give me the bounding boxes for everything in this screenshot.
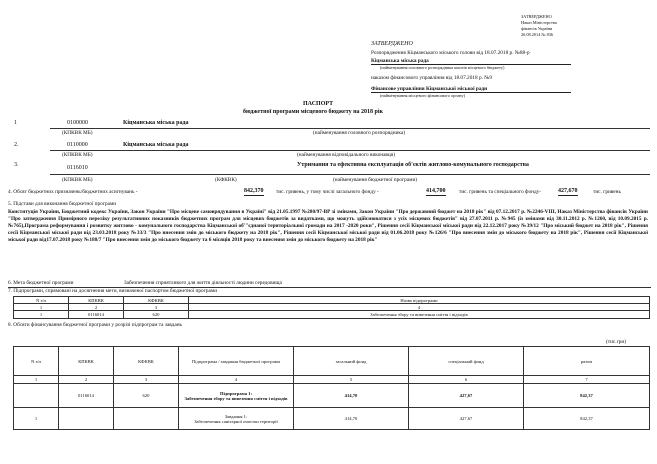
- table-row: [14, 384, 650, 408]
- stamp-title: ЗАТВЕРДЖЕНО: [521, 14, 552, 19]
- s8-h-task: Підпрограма / завдання бюджетної програми: [179, 347, 294, 376]
- s4-mid2: тис. гривень та спеціального фонду-: [459, 189, 542, 195]
- row3-num: 3.: [14, 162, 19, 168]
- s8-unit: (тис.грн): [606, 339, 627, 345]
- s7-n4: 4: [189, 304, 650, 311]
- s8-r2-desc: Забезпечення санітарної очистки території: [194, 418, 278, 424]
- row2-code: 0110000: [67, 142, 88, 148]
- s8-n6: 6: [409, 376, 524, 384]
- s4-suffix: тис. гривень: [593, 189, 621, 195]
- stamp-line3: 26.08.2014 № 836: [521, 32, 554, 37]
- s8-r1-total: 842,37: [524, 384, 650, 408]
- s8-n2: 2: [59, 376, 114, 384]
- s7-h-kpkvk: КПКВК: [69, 297, 124, 304]
- s4-prefix: 4. Обсяг бюджетних призначень/бюджетних асигнувань -: [8, 189, 138, 195]
- s8-h-num: N з/п: [14, 347, 59, 376]
- approved-title: ЗАТВЕРДЖЕНО: [371, 41, 413, 47]
- s5-title: 5. Підстави для виконання бюджетної програми: [8, 201, 117, 207]
- row1-code: 0100000: [67, 120, 88, 126]
- s8-r1-code: 0116014: [59, 384, 114, 408]
- s8-n5: 5: [294, 376, 409, 384]
- s8-r1-desc: Забезпечення збору та вивезення сміття і відходів: [184, 395, 288, 401]
- row3-code: 0116010: [67, 165, 88, 171]
- s8-n7: 7: [524, 376, 650, 384]
- row1-code-caption: (КПКВК МБ): [62, 130, 93, 136]
- row3-line: [50, 174, 650, 175]
- s8-r1-title: Підпрограма 1:: [220, 390, 252, 396]
- row2-name: Кіцманська міська рада: [123, 142, 189, 148]
- row2-name-caption: (найменування відповідального виконавця): [297, 152, 395, 158]
- row1-num: 1: [14, 120, 17, 126]
- s8-r2-num: 1: [14, 408, 59, 430]
- s8-r1-num: [14, 384, 59, 408]
- s8-num-row: [14, 376, 650, 384]
- table-row: [14, 311, 650, 318]
- s8-h-total: разом: [524, 347, 650, 376]
- row2-line: [50, 150, 650, 151]
- s8-label: 8. Обсяги фінансування бюджетної програми у розрізі підпрограм та завдань: [8, 322, 182, 328]
- s8-h-kfkvk: КФКВК: [114, 347, 179, 376]
- s6-value: Забезпечення сприятливого для життя діяльності людини середовища: [124, 280, 282, 286]
- s8-r2-total: 842,37: [524, 408, 650, 430]
- row2-code-caption: (КПКВК МБ): [62, 152, 93, 158]
- s8-h-general: загальний фонд: [294, 347, 409, 376]
- row3-kfkvk-caption: (КФКВК): [215, 177, 237, 183]
- s7-h-kfkvk: КФКВК: [124, 297, 189, 304]
- s7-r-name: Забезпечення збору та вивезення сміття і відходів: [189, 311, 650, 318]
- row3-name-caption: (найменування бюджетної програми): [333, 177, 418, 183]
- s8-r1-task: [179, 384, 294, 408]
- approved-council-caption: (найменування головного розпорядника коштів місцевого бюджету): [380, 65, 505, 70]
- approved-order-line: Розпорядження Кіцманського міського голови від 18.07.2018 р. №88-р: [371, 50, 530, 56]
- s8-n4: 4: [179, 376, 294, 384]
- s7-n1: 1: [14, 304, 69, 311]
- approved-order2: наказом фінансового управління від 18.07.2018 р. №9: [371, 75, 492, 81]
- approved-council: Кіцманська міська рада: [371, 58, 571, 65]
- s4-special: 427,670: [558, 188, 578, 194]
- row1-name: Кіцманська міська рада: [123, 120, 189, 126]
- table-row: [14, 408, 650, 430]
- row3-code-caption: (КПКВК МБ): [62, 177, 93, 183]
- page-subtitle: бюджетної програми місцевого бюджету на 2018 рік: [243, 109, 383, 115]
- s8-r1-kfkvk: 620: [114, 384, 179, 408]
- s4-general: 414,700: [426, 188, 446, 194]
- s8-n1: 1: [14, 376, 59, 384]
- s7-table: [13, 296, 650, 319]
- row1-line: [50, 128, 650, 129]
- stamp-line2: фінансів України: [521, 26, 553, 31]
- s7-n3: 3: [124, 304, 189, 311]
- s8-table: [13, 346, 650, 430]
- s8-r2-general: 414,70: [294, 408, 409, 430]
- s7-header-row: [14, 297, 650, 304]
- s7-h-num: N з/п: [14, 297, 69, 304]
- s7-num-row: [14, 304, 650, 311]
- s4-mid: тис. гривень, у тому числі загального фонду -: [276, 189, 379, 195]
- s8-h-kpkvk: КПКВК: [59, 347, 114, 376]
- row2-num: 2.: [14, 142, 19, 148]
- s8-n3: 3: [114, 376, 179, 384]
- row1-name-caption: (найменування головного розпорядника): [313, 130, 406, 136]
- s7-label: 7. Підпрограми, спрямовані на досягнення мети, визначеної паспортом бюджетної програми: [8, 288, 218, 294]
- s8-r2-kfkvk: [114, 408, 179, 430]
- s4-total: 842,370: [244, 188, 264, 194]
- approved-fin-dept: Фінансове управління Кіцманської міської ради: [371, 86, 571, 93]
- s5-text: Конституція України, Бюджетний кодекс України, Закон України "Про місцеве самоврядування в Україні" від 21.05.1997 №280/97-ВР зі змінами, Закон України "Про державний бюджет на 2018 рік" від 07.12.2017 р. №2246-VIII, Наказ Міністерства фінансів України "Про затвердження Примірного переліку результативних показників бюджетних програм для місцевих бюджетів за видатками, що можуть здійснюватися з усіх місцевих бюджетів" від 27.07.2011 р. №945 (із змінами від 30.11.2012 р. №1260, від 10.09.2015 р. №765),Програма реформування і розвитку житлово - комунального господарства Кіцманської об'"єднаної територіальної громади на 2017 -2020 роки", Рішення сесії Кіцманської міської ради від 22.12.2017 року №39/12 "Про міський бюджет на 2018 рік", Рішення сесії Кіцманської міської ради від 23.03.2018 року №33/3 "Про внесення змін до міського бюджету на 2018 рік", Рішення сесії Кіцманської міської ради від 01.06.2018 року №126/6 "Про внесення змін до міського бюджету на 2018 рік", Рішення сесії Кіцманської міської ради від17.07.2018 року №188/7 "Про внесення змін до міського бюджету та 6 місяців 2018 року та внесення змін до міського бюджету на 2018 рік": [8, 209, 648, 243]
- s8-r2-special: 427,67: [409, 408, 524, 430]
- row3-name: Утримання та ефективна експлуатація об'єктів житлово-комунального господарства: [297, 162, 529, 168]
- s8-r1-special: 427,67: [409, 384, 524, 408]
- page-title: ПАСПОРТ: [303, 101, 334, 107]
- s8-header-row: [14, 347, 650, 376]
- s7-n2: 2: [69, 304, 124, 311]
- s6-label: 6. Мета бюджетної програми: [8, 280, 74, 286]
- s7-h-name: Назва підпрограми: [189, 297, 650, 304]
- s7-r-kpkvk: 0116014: [69, 311, 124, 318]
- s8-h-special: спеціальний фонд: [409, 347, 524, 376]
- s8-r1-general: 414,70: [294, 384, 409, 408]
- s7-r-kfkvk: 620: [124, 311, 189, 318]
- s8-r2-code: [59, 408, 114, 430]
- s8-r2-task: [179, 408, 294, 430]
- approved-fin-caption: (найменування місцевого фінансового органу): [380, 93, 466, 98]
- stamp-line1: Наказ Міністерства: [521, 20, 557, 25]
- s8-r2-title: Завдання 1:: [224, 413, 248, 419]
- s7-r-num: 1: [14, 311, 69, 318]
